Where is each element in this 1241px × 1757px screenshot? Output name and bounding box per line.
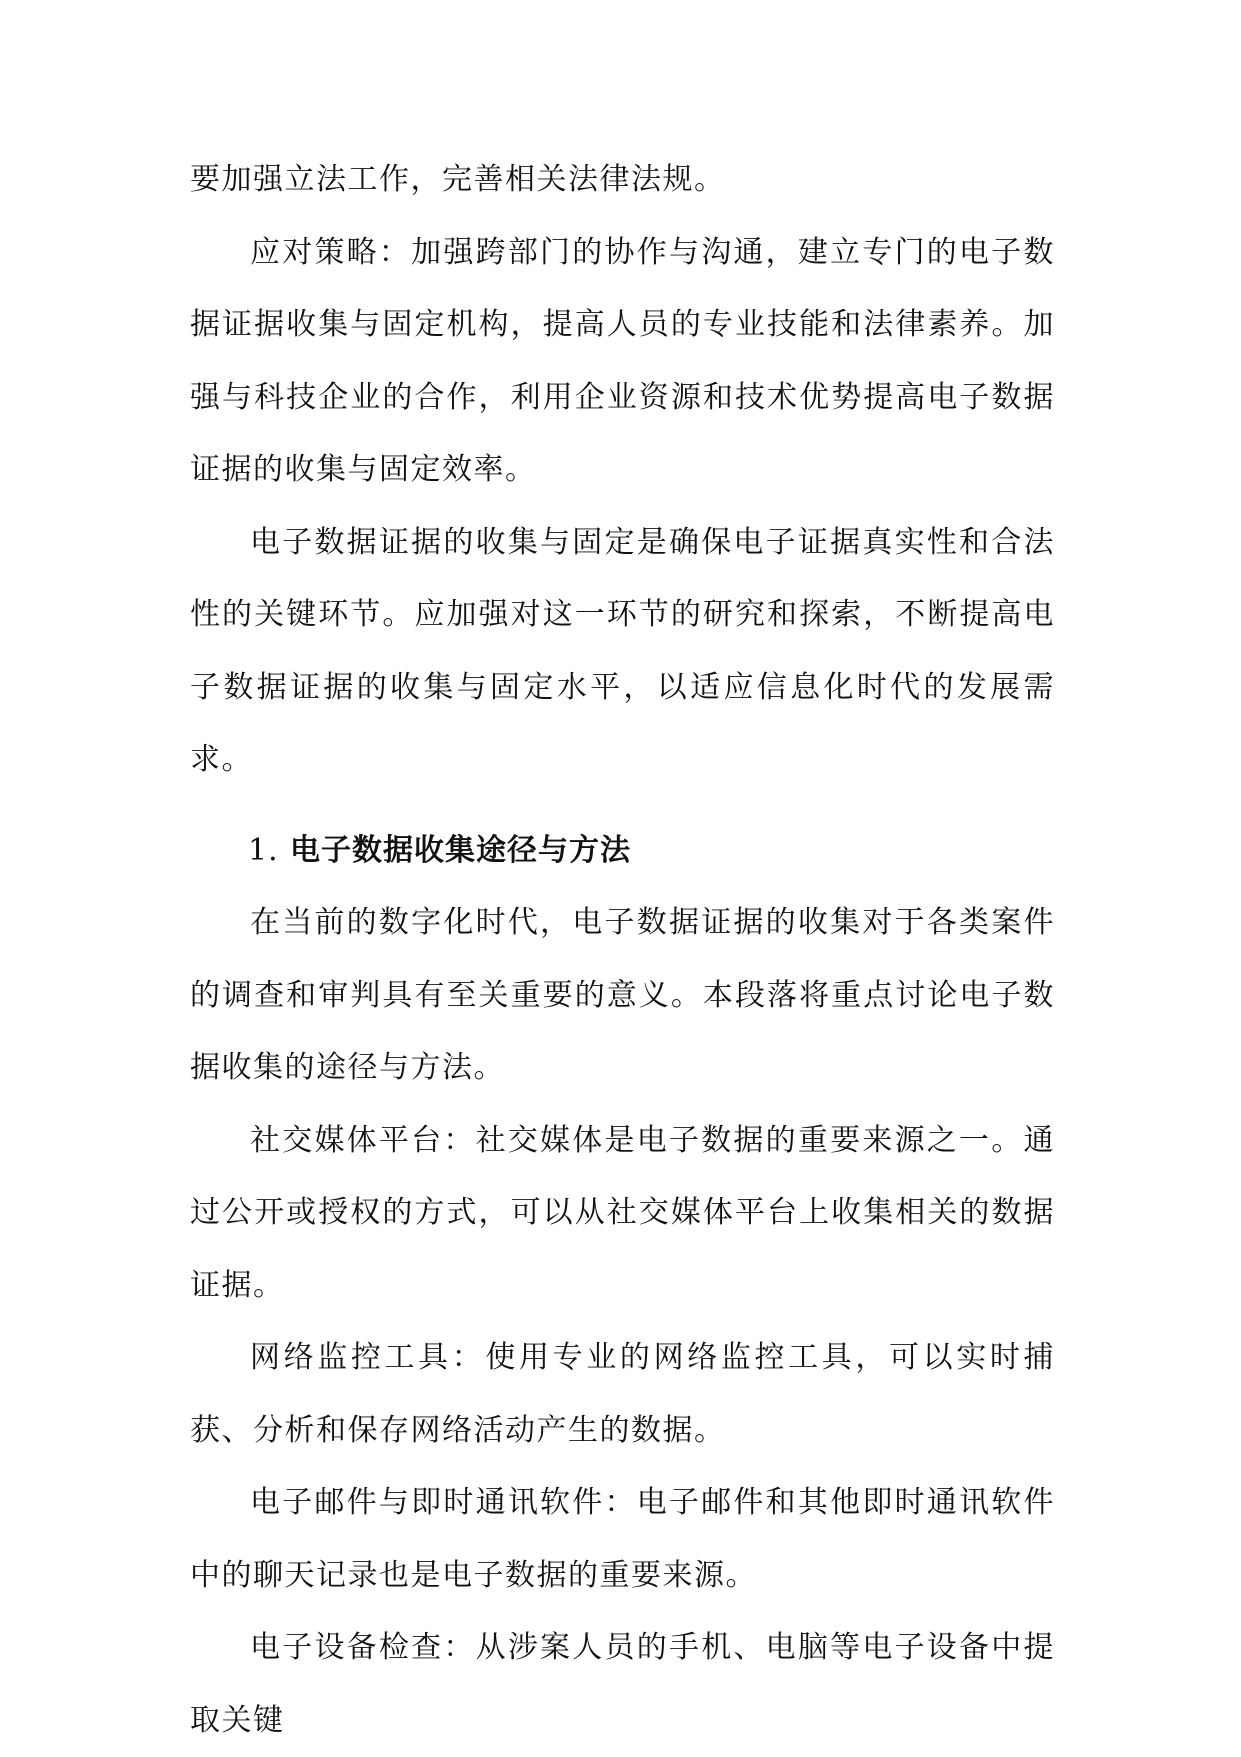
paragraph-legislation-continued: 要加强立法工作，完善相关法律法规。 bbox=[190, 162, 726, 197]
document-body bbox=[190, 144, 1055, 1757]
paragraph-network-monitoring: 网络监控工具：使用专业的网络监控工具，可以实时捕获、分析和保存网络活动产生的数据。 bbox=[190, 1340, 1055, 1448]
paragraph-key-link-summary: 电子数据证据的收集与固定是确保电子证据真实性和合法性的关键环节。应加强对这一环节的研究和探索，不断提高电子数据证据的收集与固定水平，以适应信息化时代的发展需求。 bbox=[190, 524, 1055, 777]
paragraph-digital-era-intro: 在当前的数字化时代，电子数据证据的收集对于各类案件的调查和审判具有至关重要的意义。本段落将重点讨论电子数据收集的途径与方法。 bbox=[190, 905, 1055, 1085]
section-heading bbox=[190, 815, 1055, 888]
paragraph-email-im: 电子邮件与即时通讯软件：电子邮件和其他即时通讯软件中的聊天记录也是电子数据的重要来源。 bbox=[190, 1485, 1055, 1593]
paragraph-coping-strategy: 应对策略：加强跨部门的协作与沟通，建立专门的电子数据证据收集与固定机构，提高人员的专业技能和法律素养。加强与科技企业的合作，利用企业资源和技术优势提高电子数据证据的收集与固定效率。 bbox=[190, 234, 1055, 487]
section-number: 1. bbox=[248, 832, 279, 868]
section-title: 电子数据收集途径与方法 bbox=[290, 832, 631, 868]
paragraph-social-media: 社交媒体平台：社交媒体是电子数据的重要来源之一。通过公开或授权的方式，可以从社交媒体平台上收集相关的数据证据。 bbox=[190, 1122, 1055, 1303]
paragraph-device-inspection: 电子设备检查：从涉案人员的手机、电脑等电子设备中提取关键 bbox=[190, 1630, 1055, 1738]
